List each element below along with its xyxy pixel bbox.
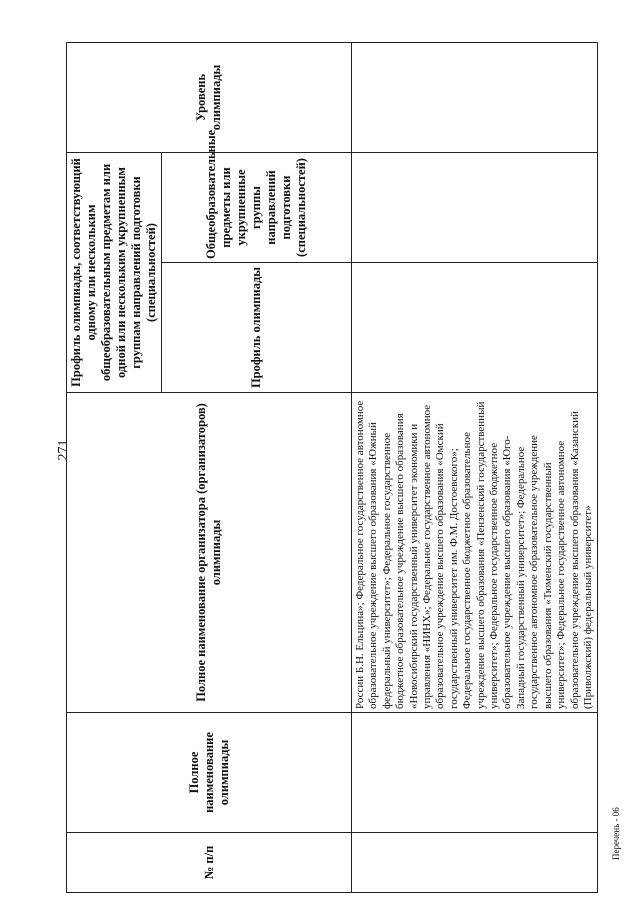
cell-num <box>352 833 598 893</box>
olympiad-table-sheet <box>66 43 594 893</box>
header-organizer: Полное наименование организатора (организаторов) олимпиады <box>67 393 352 713</box>
olympiad-table <box>66 42 598 893</box>
cell-profile <box>352 263 598 393</box>
page-number: 271 <box>56 439 71 461</box>
cell-subjects <box>352 152 598 262</box>
header-profile: Профиль олимпиады <box>162 263 352 393</box>
table-row <box>352 42 598 892</box>
cell-level <box>352 42 598 152</box>
header-level: Уровень олимпиады <box>67 42 352 152</box>
cell-name <box>352 713 598 833</box>
footer-label: Перечень - 06 <box>611 807 621 860</box>
header-profile-group: Профиль олимпиады, соответствующий одному или нескольким общеобразовательным предметам или одной или нескольким укрупненным группам направлений подготовки (специальностей) <box>67 152 162 392</box>
header-row-top <box>67 42 162 892</box>
header-num: № п/п <box>67 833 352 893</box>
header-name: Полное наименование олимпиады <box>67 713 352 833</box>
header-subjects: Общеобразовательные предметы или укрупненные группы направлений подготовки (специальностей) <box>162 152 352 262</box>
cell-organizer: России Б.Н. Ельцина»; Федеральное государственное автономное образовательное учреждение высшего образования «Южный федеральный университет»; Федеральное государственное бюджетное образовательное учреждение высшего образования «Новосибирский государственный университет экономики и управления «НИНХ»; Федеральное государственное автономное образовательное учреждение высшего образования «Омский государственный университет им. Ф.М. Достоевского»; Федеральное государственное бюджетное образовательное учреждение высшего образования «Пензенский государственный университет»; Федеральное государственное бюджетное образовательное учреждение высшего образования «Юго-Западный государственный университет»; Федеральное государственное автономное образовательное учреждение высшего образования «Тюменский государственный университет»; Федеральное государственное автономное образовательное учреждение высшего образования «Казанский (Приволжский) федеральный университет» <box>352 393 598 713</box>
